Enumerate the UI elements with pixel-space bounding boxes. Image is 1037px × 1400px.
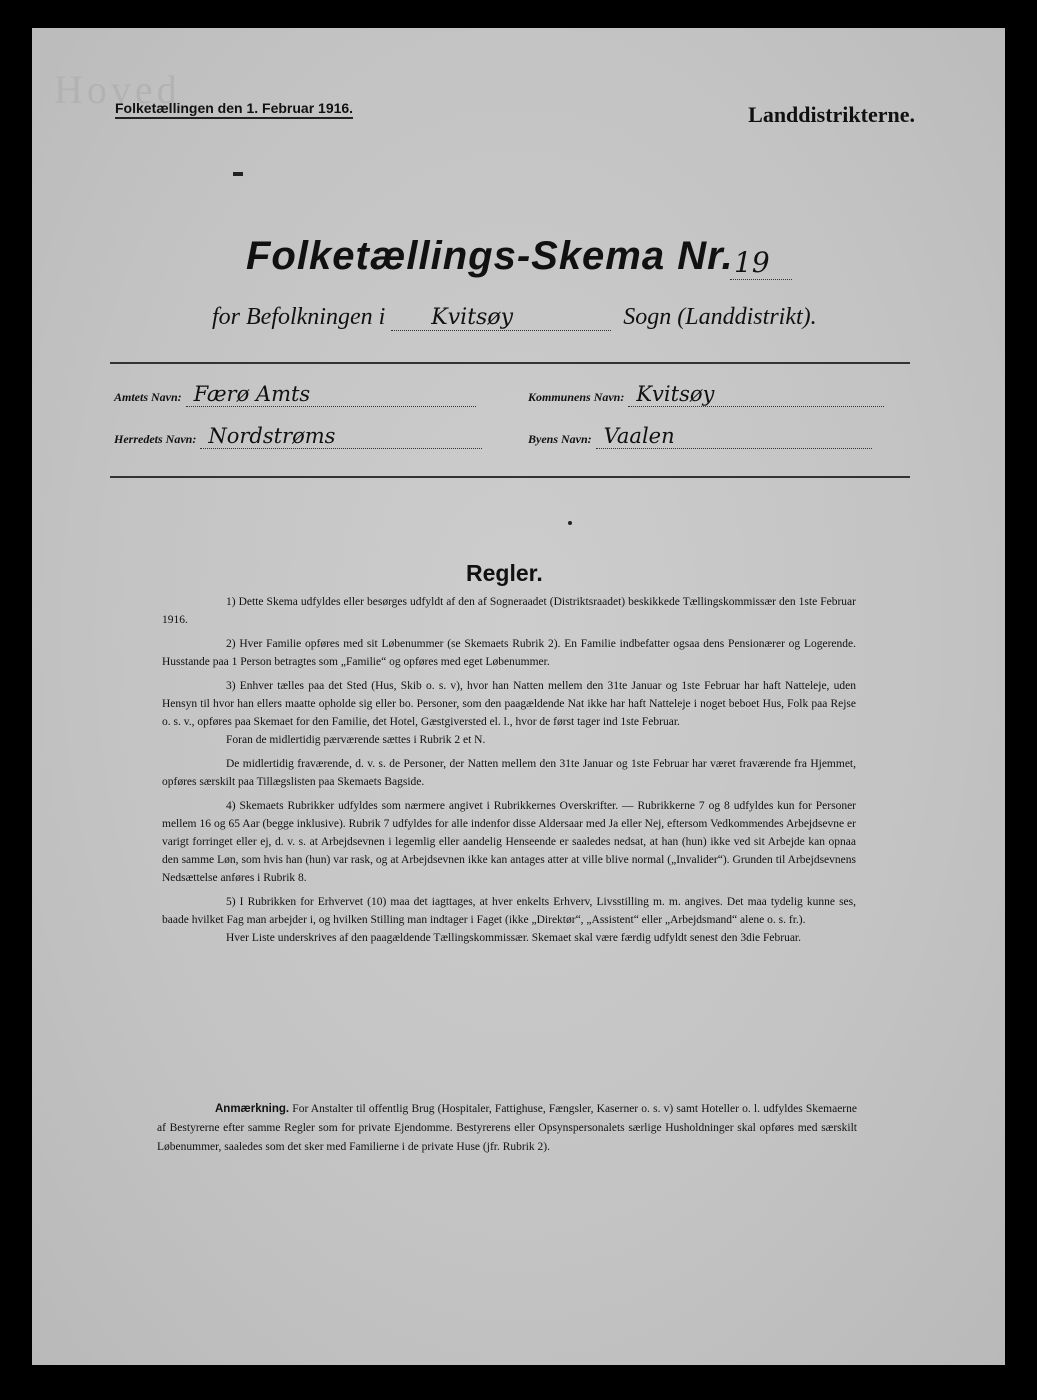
by-value: Vaalen — [596, 424, 872, 449]
kommune-field — [528, 382, 884, 407]
kommune-label: Kommunens Navn: — [528, 390, 625, 404]
ink-dot — [568, 521, 572, 525]
remark-text: For Anstalter til offentlig Brug (Hospitaler, Fattighuse, Fængsler, Kaserner o. s. v) samt Hoteller o. l. udfyldes Skemaerne af Bestyrerne efter samme Regler som for private Ejendomme. Bestyrerens eller Opsynspersonalets særlige Husholdninger skal opføres med særskilt Løbenummer, saaledes som det sker med Familierne i de private Huse (jfr. Rubrik 2). — [157, 1103, 857, 1153]
form-subtitle — [212, 304, 817, 331]
subtitle-prefix: for Befolkningen i — [212, 304, 386, 330]
census-form-page — [32, 28, 1005, 1365]
district-type-header: Landdistrikterne. — [748, 102, 915, 127]
rules-text — [162, 593, 856, 953]
rule-2: 2) Hver Familie opføres med sit Løbenummer (se Skemaets Rubrik 2). En Familie indbefatter ogsaa dens Pensionærer og Logerende. Husstande paa 1 Person betragtes som „Familie“ og opføres med eget Løbenummer. — [162, 638, 856, 668]
remark-label: Anmærkning. — [215, 1103, 290, 1115]
kommune-value: Kvitsøy — [628, 382, 884, 407]
by-field — [528, 424, 872, 449]
form-title: Folketællings-Skema Nr. — [246, 234, 734, 278]
form-number: 19 — [730, 246, 792, 280]
ink-mark — [233, 172, 243, 176]
herred-label: Herredets Navn: — [114, 432, 197, 446]
rule-3-present: Foran de midlertidig pærværende sættes i Rubrik 2 et N. — [226, 734, 486, 746]
archive-stamp: Hoved — [54, 67, 181, 112]
herred-field — [114, 424, 482, 449]
rule-4: 4) Skemaets Rubrikker udfyldes som nærmere angivet i Rubrikkernes Overskrifter. — Rubrikkerne 7 og 8 udfyldes kun for Personer mellem 16 og 65 Aar (begge inklusive). Rubrik 7 udfyldes for alle indenfor disse Aldersaar med Ja eller Nej, eftersom Vedkommendes Arbejdsevne er varigt forringet eller ej, d. v. s. at Arbejdsevnen i legemlig eller aandelig Henseende er saaledes nedsat, at han (hun) ikke ved sit Arbejde kan opnaa den samme Løn, som hvis han (hun) var rask, og at Arbejdsevnen ikke kan antages atter at ville blive normal („Invalider“). Grunden til Arbejdsevnens Nedsættelse anføres i Rubrik 8. — [162, 800, 856, 884]
remark-paragraph — [157, 1100, 857, 1157]
amt-label: Amtets Navn: — [114, 390, 182, 404]
rule-3: 3) Enhver tælles paa det Sted (Hus, Skib o. s. v), hvor han Natten mellem den 31te Januar og 1ste Februar har haft Natteleje, uden Hensyn til hvor han ellers maatte opholde sig eller bo. Personer, som den paagældende Nat ikke har haft Natteleje i noget beboet Hus, Folk paa Rejse o. s. v., opføres paa Skemaet for den Familie, det Hotel, Gæstgiversted el. l., hvor de først tager ind 1ste Februar. — [162, 680, 856, 728]
divider-top — [110, 362, 910, 364]
rule-3-absent: De midlertidig fraværende, d. v. s. de Personer, der Natten mellem den 31te Januar og 1ste Februar har været fraværende fra Hjemmet, opføres særskilt paa Tillægslisten paa Skemaets Bagside. — [162, 758, 856, 788]
amt-field — [114, 382, 476, 407]
divider-bottom — [110, 476, 910, 478]
rule-signature: Hver Liste underskrives af den paagældende Tællingskommissær. Skemaet skal være færdig udfyldt senest den 3die Februar. — [226, 932, 801, 944]
parish-name-field: Kvitsøy — [391, 305, 611, 331]
rules-heading: Regler. — [466, 560, 543, 586]
subtitle-suffix: Sogn (Landdistrikt). — [623, 304, 817, 330]
amt-value: Færø Amts — [186, 382, 476, 407]
rule-1: 1) Dette Skema udfyldes eller besørges udfyldt af den af Sogneraadet (Distriktsraadet) beskikkede Tællingskommissær den 1ste Februar 1916. — [162, 596, 856, 626]
by-label: Byens Navn: — [528, 432, 592, 446]
herred-value: Nordstrøms — [200, 424, 482, 449]
rule-5: 5) I Rubrikken for Erhvervet (10) maa det iagttages, at hver enkelts Erhverv, Livsstilling m. m. angives. Det maa tydelig kunne ses, baade hvilket Fag man arbejder i, og hvilken Stilling man indtager i Faget (ikke „Direktør“, „Assistent“ eller „Arbejdsmand“ alene o. s. fr.). — [162, 896, 856, 926]
census-date-header: Folketællingen den 1. Februar 1916. — [115, 100, 353, 119]
